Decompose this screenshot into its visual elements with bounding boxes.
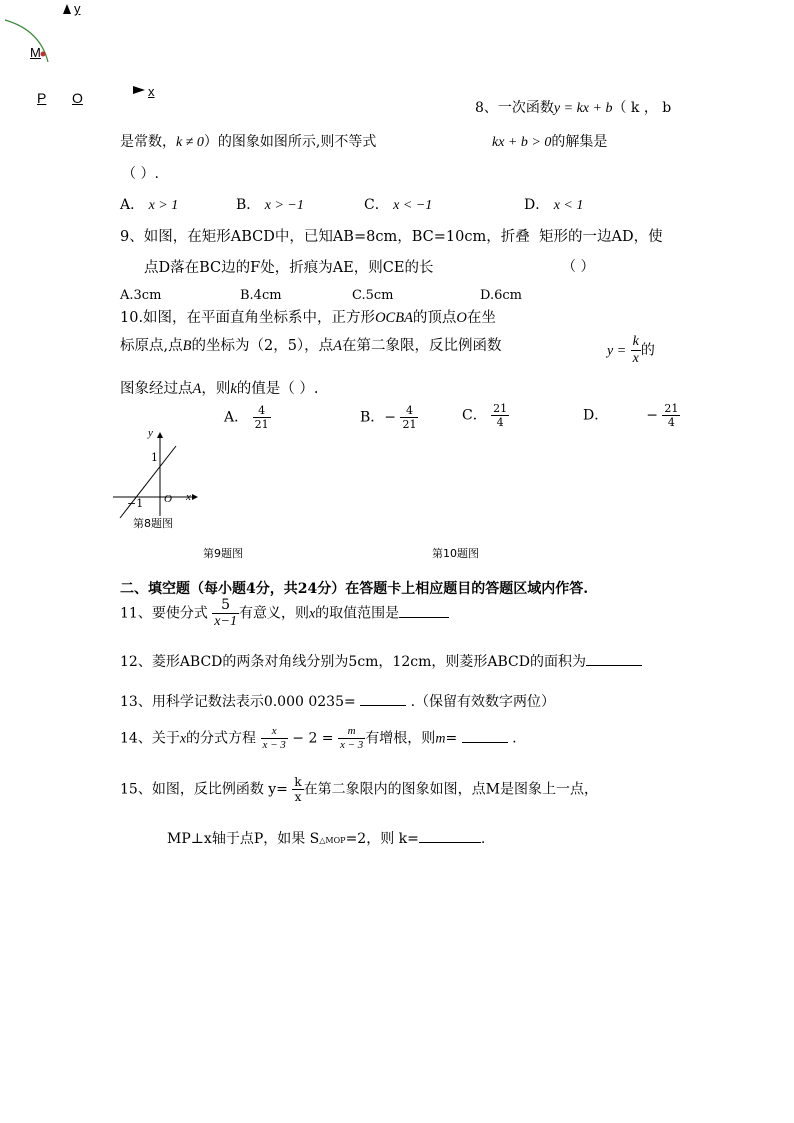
question-12: 12、菱形ABCD的两条对角线分别为5cm，12cm，则菱形ABCD的面积为 <box>120 651 642 671</box>
question-15-line-1: 15、如图，反比例函数 y= $\frac{k}{x}$ 在第二象限内的图象如图，点M是图象上一点， <box>120 775 598 804</box>
question-14: 14、关于x的分式方程 $\frac{x}{x - 3}$ − 2 = $\frac{m}{x - 3}$ 有增根，则m= . <box>120 725 517 751</box>
question-10-line-2: 标原点,点B的坐标为（2，5），点A在第二象限，反比例函数 <box>120 338 502 354</box>
question-9-option-a: A.3cm <box>120 288 162 303</box>
graph8-y-label: y <box>148 427 153 439</box>
question-10-option-d: D． − $\frac{21}{4}$ <box>583 402 679 429</box>
question-9-line-1b: 矩形的一边AD，使 <box>539 229 663 245</box>
question-8-inequality: kx + b > 0的解集是 <box>492 134 608 150</box>
point-m <box>41 52 46 57</box>
answer-blank <box>586 665 642 666</box>
question-10-option-c: C． $\frac{21}{4}$ <box>462 402 508 429</box>
corner-m-label: M <box>30 45 41 60</box>
question-11: 11、要使分式 $\frac{5}{x-1}$ 有意义，则x的取值范围是 <box>120 598 449 629</box>
question-10-line-3: 图象经过点A，则k的值是（ ）. <box>120 381 319 397</box>
question-10-function: y = $\frac{k}{x}$ 的 <box>607 334 655 366</box>
corner-figure <box>0 0 170 110</box>
k-over-x-fraction: $\frac{k}{x}$ <box>632 334 639 366</box>
corner-o-label: O <box>72 90 83 106</box>
x-arrow-icon <box>133 86 145 94</box>
question-10-option-b: B．− $\frac{4}{21}$ <box>360 404 417 431</box>
y-arrow-icon <box>63 4 71 14</box>
question-8-option-b: B． x > −1 <box>236 197 304 213</box>
question-8-option-a: A． x > 1 <box>120 197 179 213</box>
graph8-o-label: O <box>164 493 172 505</box>
answer-blank <box>462 742 508 743</box>
x-axis-arrow-icon <box>192 494 198 500</box>
section-2-heading: 二、填空题（每小题4分，共24分）在答题卡上相应题目的答题区域内作答. <box>120 581 589 597</box>
question-9-answer-blank: （ ） <box>562 259 595 275</box>
question-9-option-b: B.4cm <box>240 288 282 303</box>
question-8-graph <box>108 424 203 519</box>
y-axis-arrow-icon <box>157 432 163 438</box>
q11-fraction: $\frac{5}{x-1}$ <box>214 597 237 629</box>
question-9-line-1a: 9、如图，在矩形ABCD中，已知AB=8cm，BC=10cm，折叠 <box>120 229 530 245</box>
question-10-option-a: A． $\frac{4}{21}$ <box>224 404 269 431</box>
question-8-option-d: D． x < 1 <box>524 197 584 213</box>
figure-9-caption: 第9题图 <box>203 547 243 560</box>
question-9-line-2: 点D落在BC边的F处，折痕为AE，则CE的长 <box>144 260 434 276</box>
graph8-neg1-label: −1 <box>127 497 144 510</box>
graph8-x-label: x <box>186 491 191 503</box>
corner-y-label: y <box>74 1 81 16</box>
question-9-option-c: C.5cm <box>352 288 394 303</box>
answer-blank <box>360 705 406 706</box>
corner-x-label: x <box>148 84 155 99</box>
question-8-line-2: 是常数，k ≠ 0）的图象如图所示,则不等式 <box>120 134 377 150</box>
question-10-line-1: 10.如图，在平面直角坐标系中，正方形OCBA的顶点O在坐 <box>120 310 496 326</box>
corner-p-label: P <box>37 90 47 106</box>
question-8-line-1: 8、一次函数y = kx + b（ k ， b <box>475 100 672 116</box>
answer-blank <box>399 617 449 618</box>
question-8-answer-blank: （ ）. <box>122 166 159 182</box>
question-13: 13、用科学记数法表示0.000 0235= .（保留有效数字两位） <box>120 694 556 710</box>
question-8-option-c: C． x < −1 <box>364 197 433 213</box>
graph8-caption: 第8题图 <box>133 517 173 530</box>
question-15-line-2: MP⊥x轴于点P，如果 S△MOP=2，则 k= . <box>167 831 486 847</box>
graph8-one-label: 1 <box>151 451 158 464</box>
figure-10-caption: 第10题图 <box>432 547 479 560</box>
question-9-option-d: D.6cm <box>480 288 522 303</box>
answer-blank <box>419 842 481 843</box>
